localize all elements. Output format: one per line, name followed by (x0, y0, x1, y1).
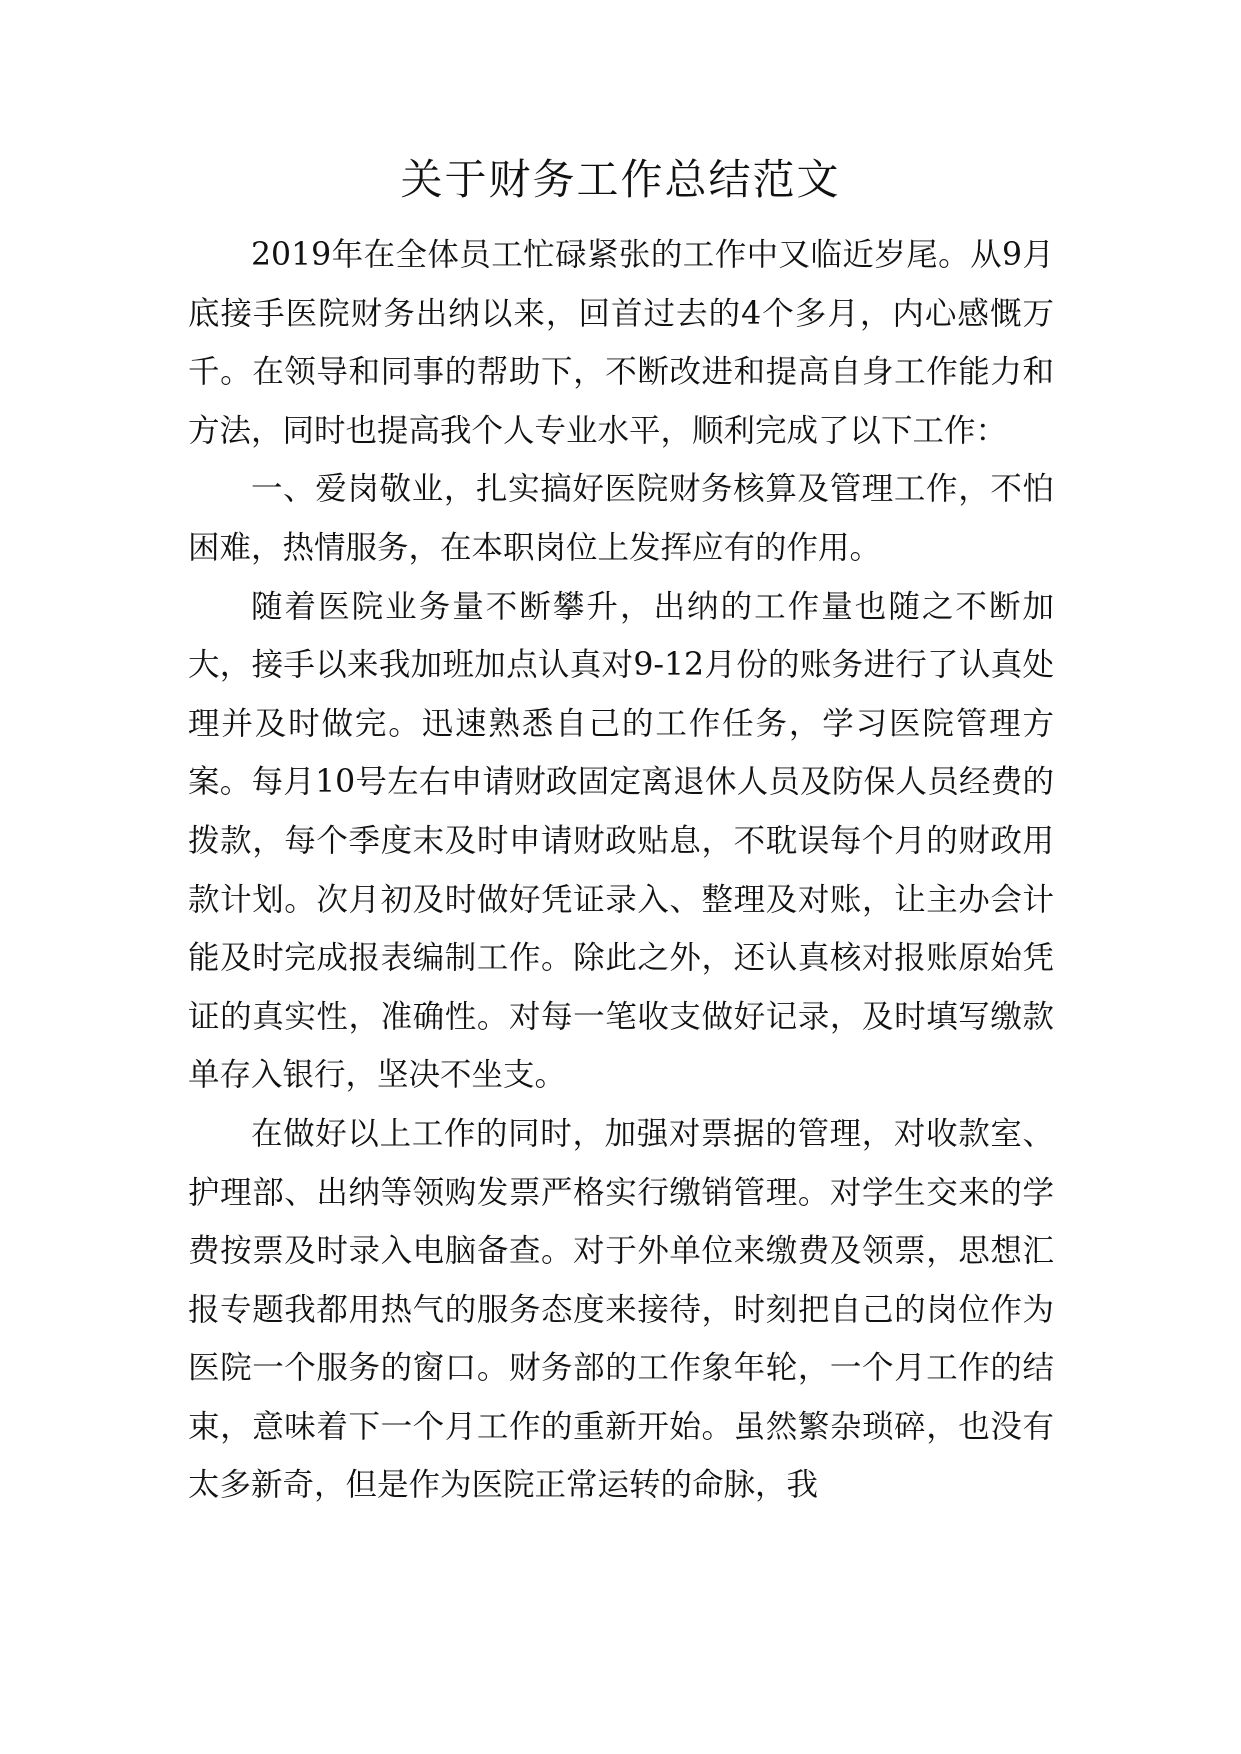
document-body (188, 226, 1054, 1515)
document-title: 关于财务工作总结范文 (400, 155, 841, 204)
paragraph-section-heading: 一、爱岗敬业，扎实搞好医院财务核算及管理工作，不怕困难，热情服务，在本职岗位上发挥应有的作用。 (188, 471, 1054, 566)
paragraph-intro: 2019年在全体员工忙碌紧张的工作中又临近岁尾。从9月底接手医院财务出纳以来，回首过去的4个多月，内心感慨万千。在领导和同事的帮助下，不断改进和提高自身工作能力和方法，同时也提高我个人专业水平，顺利完成了以下工作： (188, 237, 1054, 449)
paragraph-workload: 随着医院业务量不断攀升，出纳的工作量也随之不断加大，接手以来我加班加点认真对9-12月份的账务进行了认真处理并及时做完。迅速熟悉自己的工作任务，学习医院管理方案。每月10号左右申请财政固定离退休人员及防保人员经费的拨款，每个季度末及时申请财政贴息，不耽误每个月的财政用款计划。次月初及时做好凭证录入、整理及对账，让主办会计能及时完成报表编制工作。除此之外，还认真核对报账原始凭证的真实性，准确性。对每一笔收支做好记录，及时填写缴款单存入银行，坚决不坐支。 (188, 588, 1054, 1094)
paragraph-invoice-management: 在做好以上工作的同时，加强对票据的管理，对收款室、护理部、出纳等领购发票严格实行缴销管理。对学生交来的学费按票及时录入电脑备查。对于外单位来缴费及领票，思想汇报专题我都用热气的服务态度来接待，时刻把自己的岗位作为医院一个服务的窗口。财务部的工作象年轮，一个月工作的结束，意味着下一个月工作的重新开始。虽然繁杂琐碎，也没有太多新奇，但是作为医院正常运转的命脉，我 (188, 1115, 1054, 1504)
